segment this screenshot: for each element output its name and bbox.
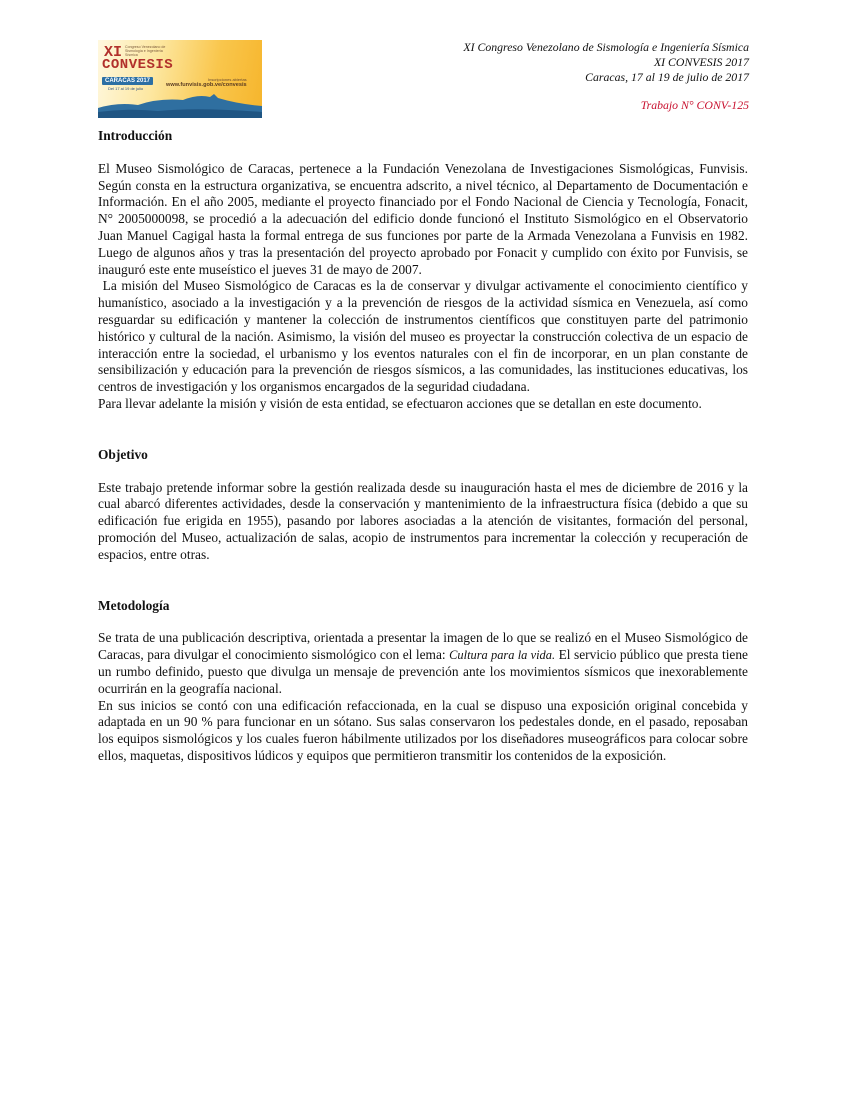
header-congress: XI Congreso Venezolano de Sismología e Ingeniería Sísmica bbox=[463, 40, 749, 54]
header-convesis: XI CONVESIS 2017 bbox=[653, 55, 749, 69]
logo-inscriptions: Inscripciones abiertas bbox=[208, 77, 247, 82]
section-title-objetivo: Objetivo bbox=[98, 446, 148, 462]
mountain-icon bbox=[98, 88, 262, 118]
logo-url: www.funvisis.gob.ve/convesis bbox=[166, 82, 247, 88]
metodologia-lema: Cultura para la vida. bbox=[449, 648, 556, 663]
logo-badge: CARACAS 2017 bbox=[102, 77, 153, 85]
logo-small-text: Congreso Venezolano de Sismología e Ingeniería Sísmica bbox=[125, 45, 166, 57]
convesis-logo bbox=[98, 40, 262, 118]
intro-paragraph-2: La misión del Museo Sismológico de Caracas es la de conservar y divulgar activamente el conocimiento científico y humanístico, asociado a la investigación y a la prevención de riesgos de la actividad sísmica en Venezuela, así como resguardar su edificación y mantener la colección de instrumentos científicos que constituyen parte del patrimonio histórico y cultural de la nación. Asimismo, la visión del museo es proyectar la construcción colectiva de un espacio de interacción entre la sociedad, el urbanismo y los eventos naturales con el fin de incorporar, en un plan constante de sensibilización y educación para la prevención de riesgos sísmicos, a las comunidades, las instituciones educativas, los centros de investigación y los organismos encargados de la seguridad ciudadana. bbox=[98, 278, 748, 395]
section-title-metodologia: Metodología bbox=[98, 597, 170, 613]
logo-xi: XI bbox=[104, 44, 123, 61]
paper-body bbox=[98, 128, 748, 765]
intro-paragraph-3: Para llevar adelante la misión y visión de esta entidad, se efectuaron acciones que se detallan en este documento. bbox=[98, 395, 702, 411]
objetivo-paragraph-1: Este trabajo pretende informar sobre la gestión realizada desde su inauguración hasta el mes de diciembre de 2016 y la cual abarcó diferentes actividades, desde la conservación y mantenimiento de la infraestructura física (debido a que su edificación fue erigida en 1955), pasando por labores asociadas a la atención de visitantes, formación del personal, promoción del Museo, actualización de salas, acopio de instrumentos para incrementar la colección y recuperación de espacios, entre otras. bbox=[98, 479, 748, 562]
metodologia-paragraph-1 bbox=[98, 630, 748, 697]
header-trabajo: Trabajo N° CONV-125 bbox=[640, 98, 749, 112]
conference-header bbox=[463, 40, 749, 113]
header-place-date: Caracas, 17 al 19 de julio de 2017 bbox=[585, 70, 749, 84]
metodologia-paragraph-2: En sus inicios se contó con una edificación refaccionada, en la cual se dispuso una exposición original concebida y adaptada en un 90 % para funcionar en un sótano. Sus salas conservaron los pedestales donde, en el pasado, reposaban los equipos sismológicos y los cuales fueron hábilmente utilizados por los diseñadores museográficos para colocar sobre ellos, maquetas, dispositivos lúdicos y equipos que permitieron transmitir los contenidos de la exposición. bbox=[98, 697, 748, 763]
logo-dates: Del 17 al 19 de julio bbox=[108, 86, 144, 91]
section-title-introduccion: Introducción bbox=[98, 128, 173, 143]
intro-paragraph-1: El Museo Sismológico de Caracas, pertenece a la Fundación Venezolana de Investigaciones Sismológicas, Funvisis. Según consta en la estructura organizativa, se encuentra adscrito, a nivel técnico, al Departamento de Documentación e Información. En el año 2005, mediante el proyecto financiado por el Fondo Nacional de Ciencia y Tecnología, Fonacit, N° 2005000098, se procedió a la adecuación del edificio donde funcionó el Instituto Sismológico en el Observatorio Juan Manuel Cagigal hasta la formal entrega de sus funciones por parte de la Armada Venezolana a Funvisis en 1982. Luego de algunos años y tras la presentación del proyecto aprobado por Fonacit y cumplido con éxito por Funvisis, se inauguró este ente museístico el jueves 31 de mayo de 2007. bbox=[98, 160, 748, 277]
metodologia-text-1b: El servicio público que presta tiene un rumbo definido, puesto que divulga un mensaje de prevención ante los movimientos sísmicos que inexorablemente ocurrirán en la geografía nacional. bbox=[98, 647, 749, 696]
metodologia-text-1a: Se trata de una publicación descriptiva, orientada a presentar la imagen de lo que se realizó en el Museo Sismológico de Caracas, para divulgar el conocimiento sismológico con el lema: bbox=[98, 630, 748, 663]
logo-convesis: CONVESIS bbox=[102, 57, 174, 73]
